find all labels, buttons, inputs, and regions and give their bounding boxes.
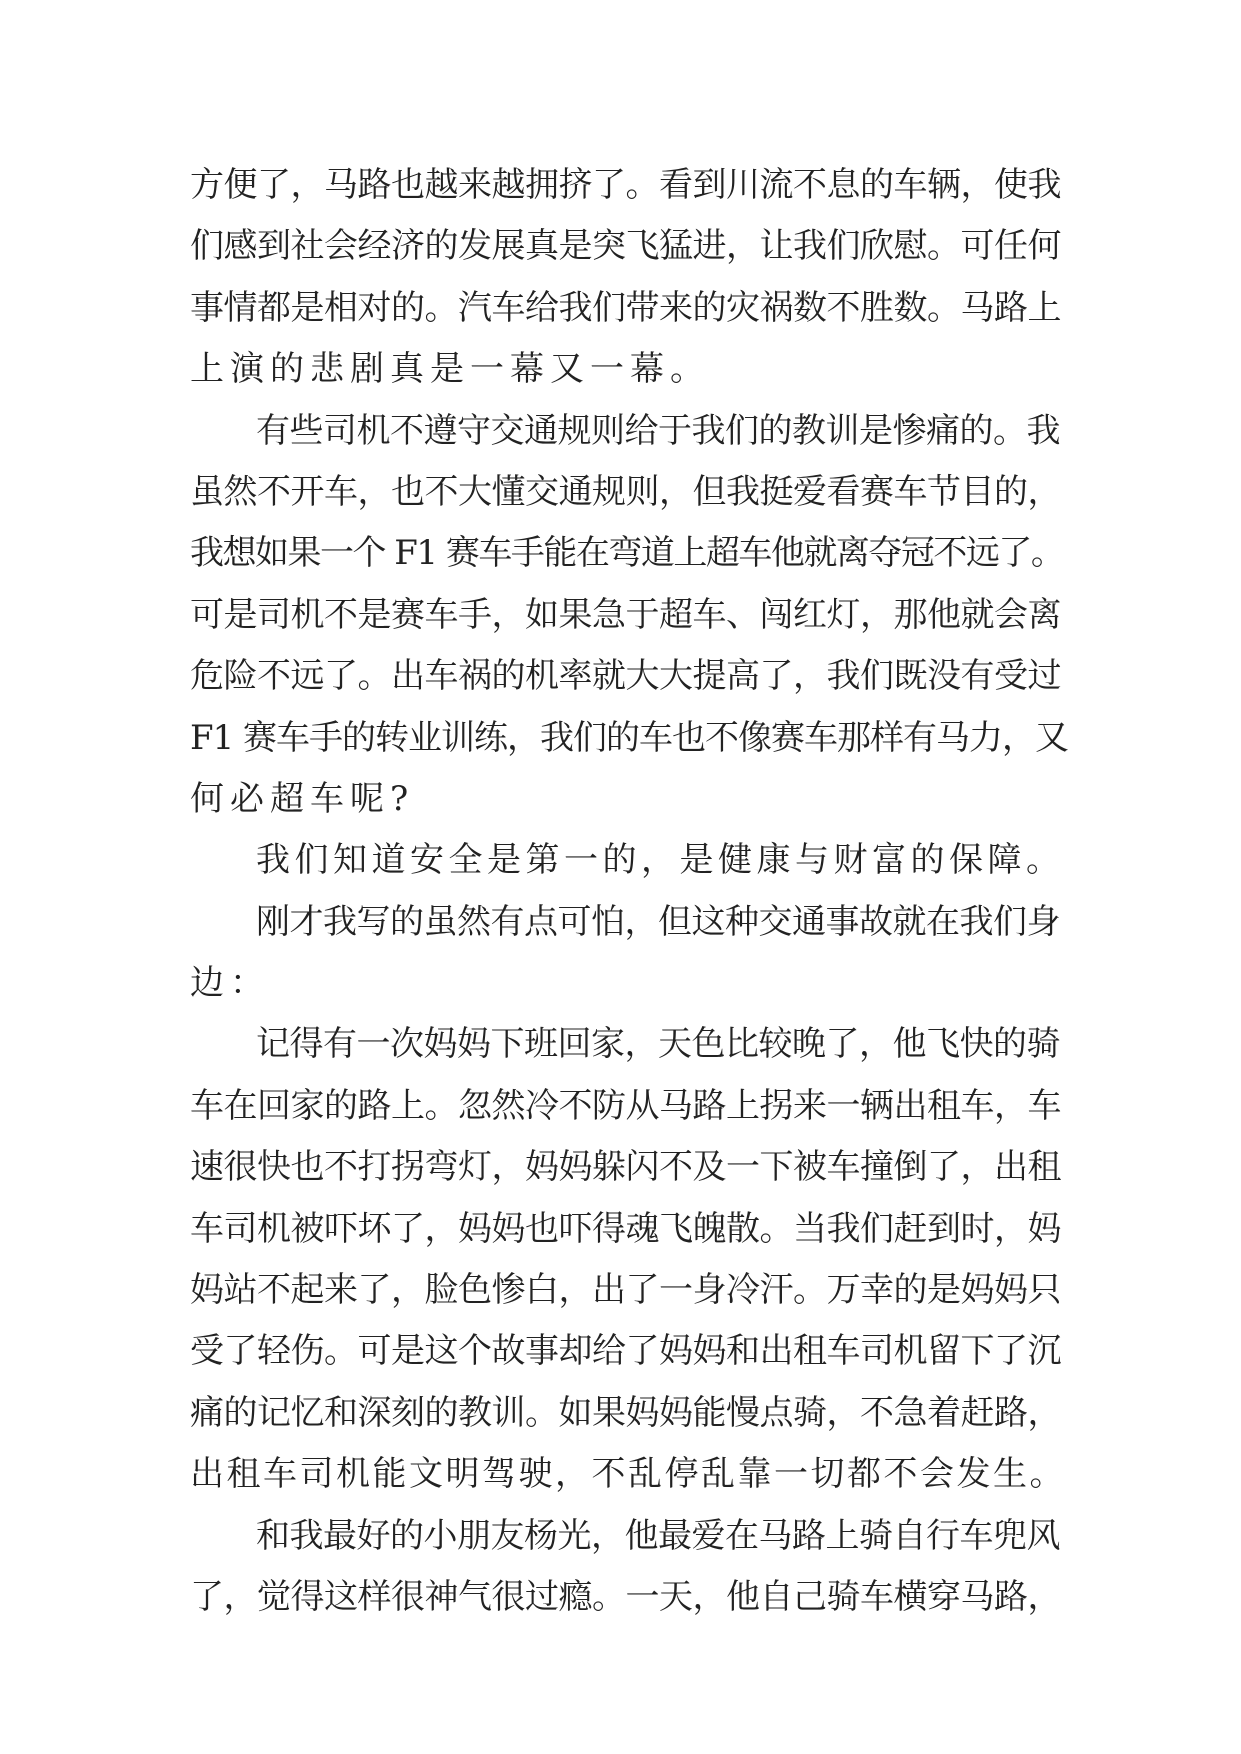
text-line: 痛的记忆和深刻的教训。如果妈妈能慢点骑，不急着赶路， [190, 1392, 1061, 1433]
text-line: 方便了，马路也越来越拥挤了。看到川流不息的车辆，使我 [190, 165, 1061, 205]
text-line: 速很快也不打拐弯灯，妈妈躲闪不及一下被车撞倒了，出租 [190, 1147, 1061, 1188]
text-line: 出租车司机能文明驾驶，不乱停乱靠一切都不会发生。 [190, 1454, 1066, 1495]
text-line: 边： [190, 963, 270, 1004]
paragraph-first-line: 记得有一次妈妈下班回家，天色比较晚了，他飞快的骑 [256, 1024, 1060, 1065]
paragraph-first-line: 刚才我写的虽然有点可怕，但这种交通事故就在我们身 [256, 901, 1060, 942]
text-line: 可是司机不是赛车手，如果急于超车、闯红灯，那他就会离 [190, 594, 1061, 635]
text-line: 车司机被吓坏了，妈妈也吓得魂飞魄散。当我们赶到时，妈 [190, 1208, 1061, 1249]
text-line: 我想如果一个 F1 赛车手能在弯道上超车他就离夺冠不远了。 [190, 533, 1064, 574]
text-line: 何必超车呢? [190, 778, 415, 819]
paragraph-first-line: 和我最好的小朋友杨光，他最爱在马路上骑自行车兜风 [256, 1515, 1060, 1556]
text-line: 车在回家的路上。忽然冷不防从马路上拐来一辆出租车，车 [190, 1085, 1061, 1126]
text-line: 受了轻伤。可是这个故事却给了妈妈和出租车司机留下了沉 [190, 1331, 1061, 1372]
paragraph-first-line: 我们知道安全是第一的，是健康与财富的保障。 [256, 840, 1065, 881]
text-line: 了，觉得这样很神气很过瘾。一天，他自己骑车横穿马路， [190, 1576, 1061, 1617]
text-line: 妈站不起来了，脸色惨白，出了一身冷汗。万幸的是妈妈只 [190, 1270, 1061, 1311]
paragraph-first-line: 有些司机不遵守交通规则给于我们的教训是惨痛的。我 [256, 410, 1060, 451]
text-line: 虽然不开车，也不大懂交通规则，但我挺爱看赛车节目的， [190, 471, 1061, 512]
text-line: F1 赛车手的转业训练，我们的车也不像赛车那样有马力，又 [190, 717, 1069, 758]
body-text [190, 155, 1070, 1628]
text-line: 危险不远了。出车祸的机率就大大提高了，我们既没有受过 [190, 656, 1061, 697]
text-line: 上演的悲剧真是一幕又一幕。 [190, 349, 710, 390]
text-line: 们感到社会经济的发展真是突飞猛进，让我们欣慰。可任何 [190, 226, 1061, 267]
text-line: 事情都是相对的。汽车给我们带来的灾祸数不胜数。马路上 [190, 287, 1061, 328]
